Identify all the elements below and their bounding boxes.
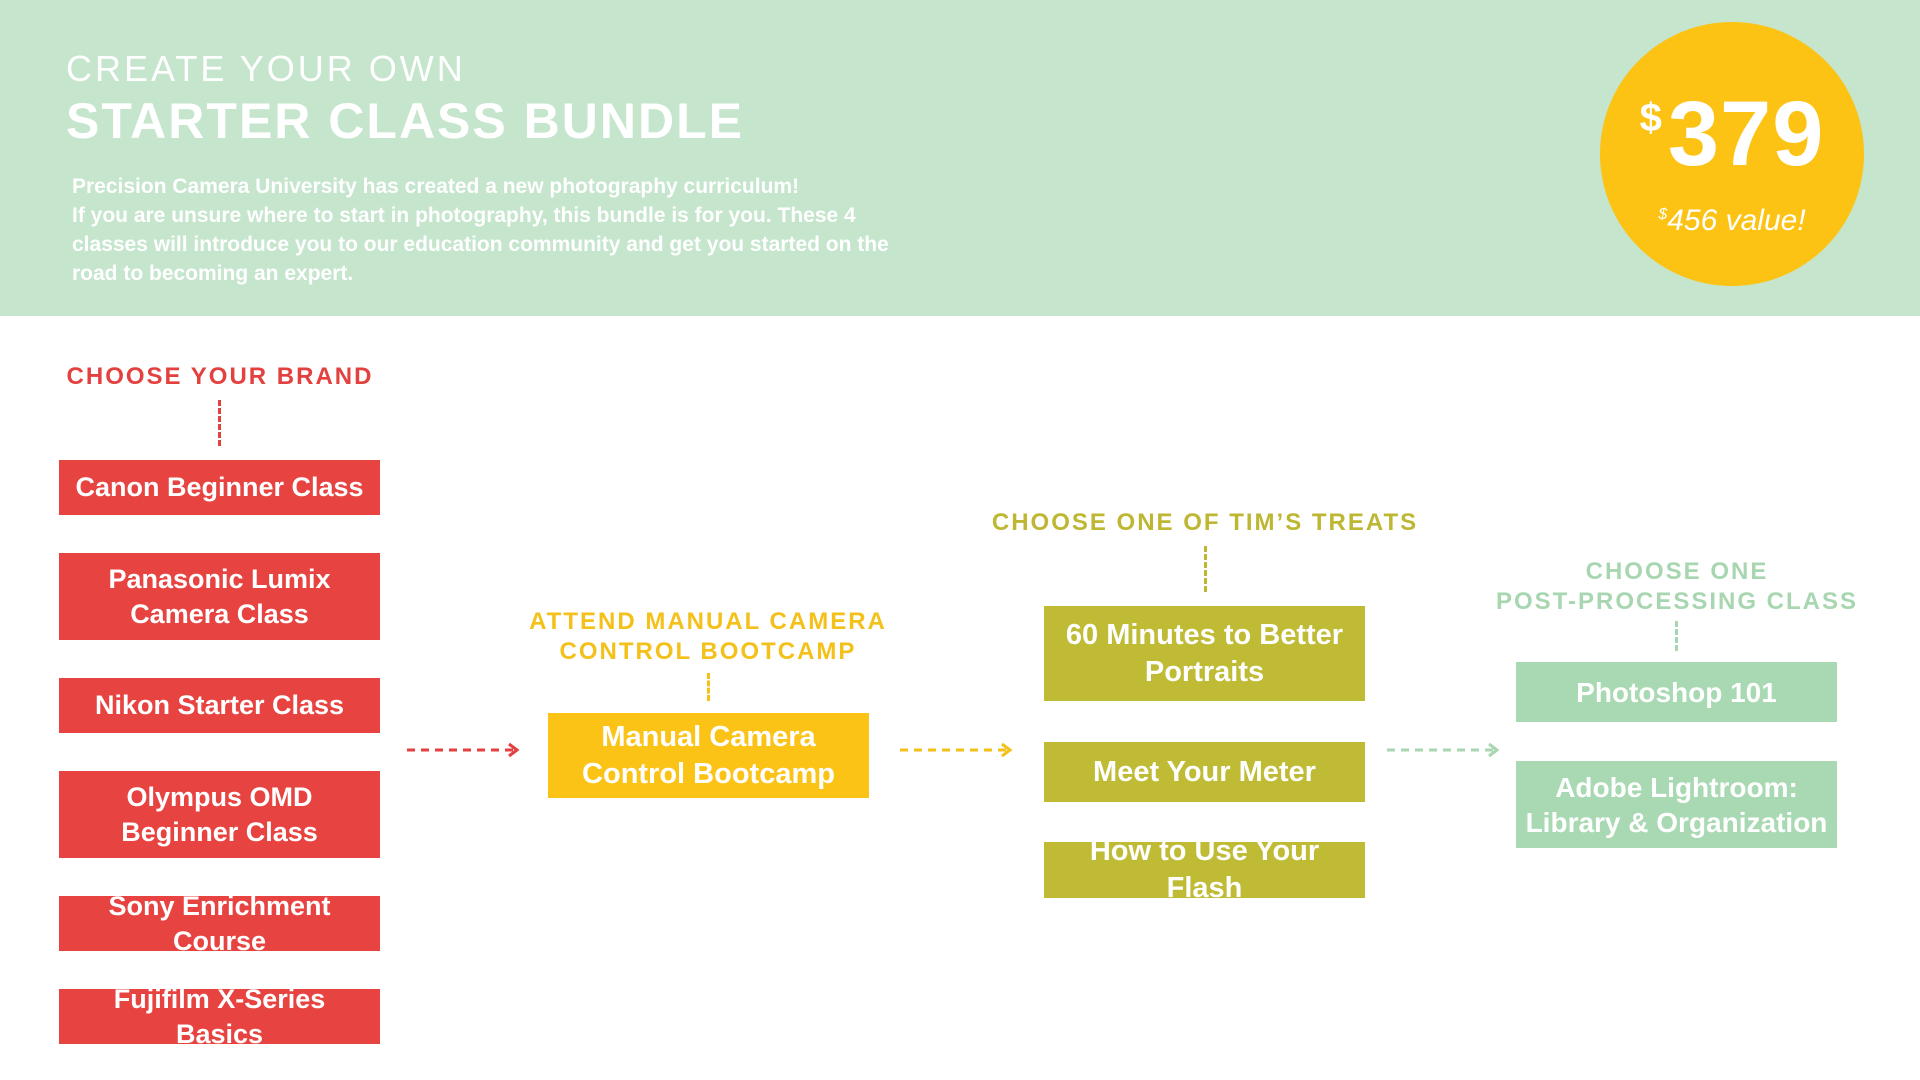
brand-column-title: CHOOSE YOUR BRAND	[66, 363, 374, 390]
brand-item-canon[interactable]	[59, 460, 380, 515]
bootcamp-item-label-line2: Control Bootcamp	[582, 757, 835, 790]
price-row	[1600, 83, 1864, 185]
treats-column-title: CHOOSE ONE OF TIM’S TREATS	[991, 509, 1419, 536]
treats-item-portraits[interactable]	[1044, 606, 1365, 701]
treats-item-label-line2: Portraits	[1144, 655, 1265, 688]
page-title: STARTER CLASS BUNDLE	[66, 93, 744, 149]
post-item-label: Adobe Lightroom:	[1555, 771, 1798, 803]
bootcamp-column-title	[518, 607, 898, 667]
brand-item-label: Sony Enrichment Course	[108, 890, 331, 956]
brand-item-label-line2: Beginner Class	[121, 816, 318, 847]
brand-item-sony[interactable]	[59, 890, 380, 956]
dashed-arrow-right-icon	[405, 738, 525, 762]
price-currency: $	[1639, 96, 1662, 140]
brand-item-olympus[interactable]	[59, 771, 380, 858]
bootcamp-title-line2: CONTROL BOOTCAMP	[559, 638, 857, 665]
post-title-line2: POST-PROCESSING CLASS	[1495, 588, 1859, 615]
brand-item-nikon[interactable]	[59, 678, 380, 733]
price-amount: 379	[1667, 83, 1825, 185]
brand-item-label-line2: Camera Class	[130, 598, 309, 629]
header-banner	[0, 0, 1920, 316]
post-item-label: Photoshop 101	[1576, 676, 1777, 708]
brand-item-label: Canon Beginner Class	[75, 472, 364, 502]
brand-item-label: Olympus OMD	[126, 781, 313, 812]
brand-item-label: Nikon Starter Class	[94, 690, 345, 720]
treats-connector-line	[1204, 546, 1207, 592]
post-item-label-line2: Library & Organization	[1525, 806, 1828, 838]
brand-item-label: Fujifilm X-Series Basics	[113, 983, 326, 1049]
bootcamp-item[interactable]	[548, 713, 869, 798]
treats-item-label: 60 Minutes to Better	[1065, 618, 1344, 651]
post-column-title	[1460, 557, 1894, 617]
treats-item-flash[interactable]	[1044, 835, 1365, 904]
treats-item-label: How to Use Your Flash	[1089, 835, 1320, 904]
value-text: 456 value!	[1667, 204, 1806, 237]
intro-line-2: If you are unsure where to start in photography, this bundle is for you. These 4 classes will introduce you to our education community and get you started on the road to becoming an expert.	[72, 204, 889, 285]
bootcamp-connector-line	[707, 673, 710, 701]
post-item-photoshop[interactable]	[1516, 662, 1837, 722]
treats-item-label: Meet Your Meter	[1093, 755, 1316, 788]
intro-text	[72, 172, 892, 288]
bootcamp-item-label: Manual Camera	[601, 720, 816, 753]
dashed-arrow-right-icon	[898, 738, 1018, 762]
brand-item-fujifilm[interactable]	[59, 983, 380, 1049]
intro-line-1: Precision Camera University has created a new photography curriculum!	[72, 175, 800, 198]
price-badge	[1600, 22, 1864, 286]
brand-item-panasonic[interactable]	[59, 553, 380, 640]
value-currency: $	[1658, 206, 1668, 223]
bootcamp-title-line1: ATTEND MANUAL CAMERA	[529, 608, 887, 635]
treats-item-meter[interactable]	[1044, 742, 1365, 802]
brand-connector-line	[218, 400, 221, 446]
post-item-lightroom[interactable]	[1516, 761, 1837, 848]
dashed-arrow-right-icon	[1385, 738, 1505, 762]
brand-item-label: Panasonic Lumix	[108, 563, 331, 594]
value-row	[1600, 204, 1864, 238]
post-connector-line	[1675, 621, 1678, 651]
pre-title: CREATE YOUR OWN	[66, 48, 466, 89]
post-title-line1: CHOOSE ONE	[1585, 558, 1769, 585]
